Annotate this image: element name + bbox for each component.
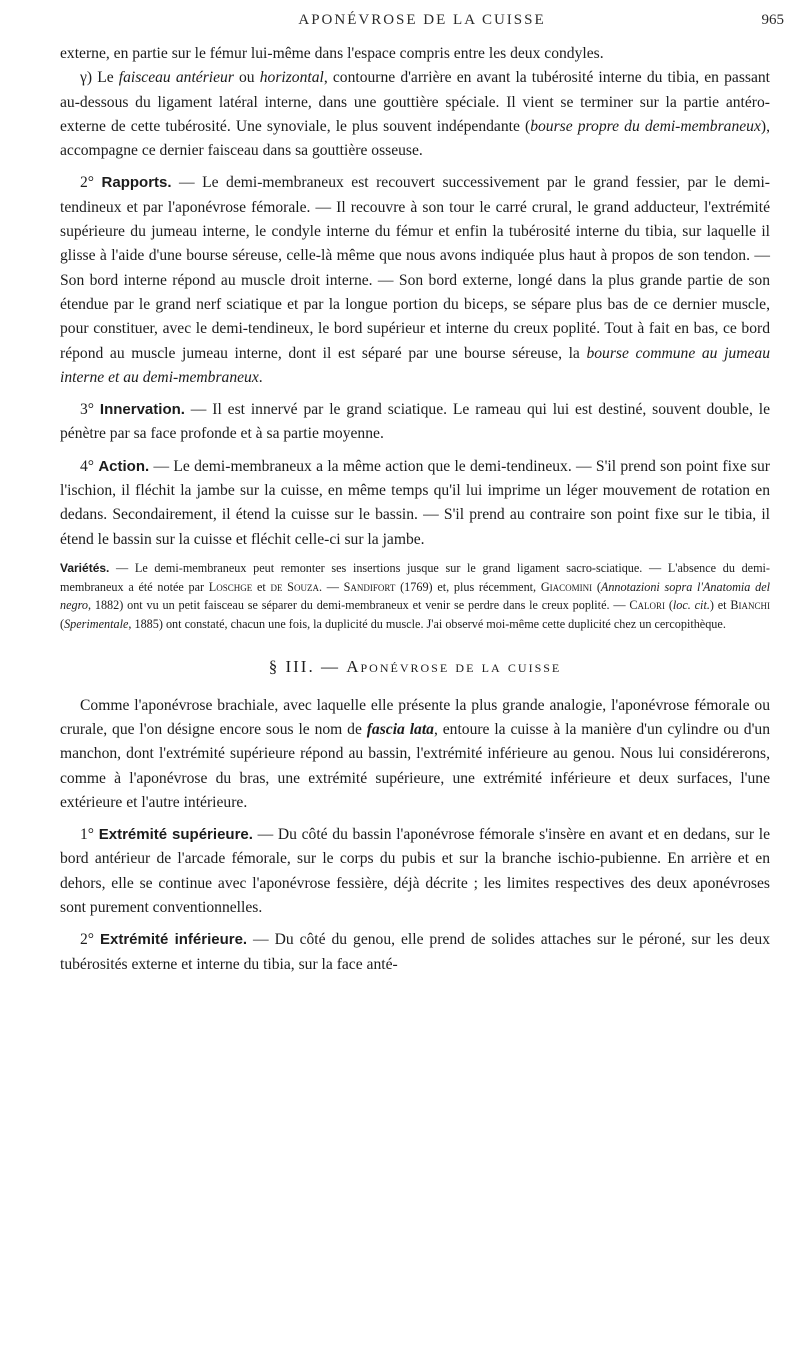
page-body [60, 42, 770, 977]
page-number: 965 [761, 12, 784, 28]
heading-action: Action. [98, 457, 150, 475]
paragraph-extremite-inferieure: 2° Extrémité inférieure. — Du côté du genou, elle prend de solides attaches sur le péroné, sur les deux tubérosités externe et interne du tibia, sur la face anté- [60, 931, 770, 973]
paragraph-innervation: 3° Innervation. — Il est innervé par le grand sciatique. Le rameau qui lui est destiné, souvent double, le pénètre par sa face profonde et à sa partie moyenne. [60, 401, 770, 443]
paragraph-faisceau-anterieur: γ) Le faisceau antérieur ou horizontal, contourne d'arrière en avant la tubérosité interne du tibia, en passant au-dessous du ligament latéral interne, dans une gouttière spéciale. Il vient se terminer sur la partie antéro-externe de cette tubérosité. Une synoviale, le plus souvent indépendante (bourse propre du demi-membraneux), accompagne ce dernier faisceau dans sa gouttière osseuse. [60, 69, 771, 160]
heading-extremite-inferieure: Extrémité inférieure. [100, 931, 248, 949]
paragraph-intro: Comme l'aponévrose brachiale, avec laquelle elle présente la plus grande analogie, l'aponévrose fémorale ou crurale, que l'on désigne encore sous le nom de fascia lata, entoure la cuisse à la manière d'un cylindre ou d'un manchon, dont l'extrémité supérieure répond au bassin, l'extrémité inférieure au genou. Nous lui considérerons, comme à l'aponévrose du bras, une extrémité supérieure, une extrémité inférieure et deux surfaces, l'une extérieure et l'autre intérieure. [60, 696, 771, 811]
section-heading: § III. — Aponévrose de la cuisse [268, 657, 562, 677]
heading-extremite-superieure: Extrémité supérieure. [98, 826, 253, 844]
running-header [60, 12, 784, 34]
heading-varietes: Variétés. [60, 560, 110, 575]
heading-innervation: Innervation. [99, 401, 185, 419]
paragraph-extremite-superieure: 1° Extrémité supérieure. — Du côté du bassin l'aponévrose fémorale s'insère en avant et en dedans, sur le bord antérieur de l'arcade fémorale, sur le corps du pubis et sur la branche ischio-pubienne. En arrière et en dehors, elle se continue avec l'aponévrose fessière, déjà décrite ; les limites respectives des deux aponévroses sont purement conventionnelles. [60, 826, 770, 916]
heading-rapports: Rapports. [101, 174, 172, 192]
paragraph-rapports: 2° Rapports. — Le demi-membraneux est recouvert successivement par le grand fessier, par le demi-tendineux et par l'aponévrose fémorale. — Il recouvre à son tour le carré crural, le grand adducteur, l'extrémité supérieure du jumeau interne, le condyle interne du fémur et enfin la tubérosité interne du tibia, sur laquelle il glisse à l'aide d'une bourse séreuse, celle-là même que nous avons indiquée plus haut à propos de son tendon. — Son bord interne répond au muscle droit interne. — Son bord externe, longé dans la plus grande partie de son étendue par le grand nerf sciatique et par la longue portion du biceps, se sépare plus bas de ce dernier muscle, pour constituer, avec le demi-tendineux, le bord supérieur et interne du creux poplité. Tout à fait en bas, ce bord répond au muscle jumeau interne, dont il est séparé par une bourse séreuse, la bourse commune au jumeau interne et au demi-membraneux. [60, 174, 770, 386]
running-title: APONÉVROSE DE LA CUISSE [298, 12, 546, 28]
paragraph-condyles: externe, en partie sur le fémur lui-même dans l'espace compris entre les deux condyles. [60, 45, 604, 62]
paragraph-varietes: Variétés. — Le demi-membraneux peut remonter ses insertions jusque sur le grand ligament sacro-sciatique. — L'absence du demi-membraneux a été notée par Loschge et de Souza. — Sandifort (1769) et, plus récemment, Giacomini (Annotazioni sopra l'Anatomia del negro, 1882) ont vu un petit faisceau se séparer du demi-membraneux et venir se perdre dans le creux poplité. — Calori (loc. cit.) et Bianchi (Sperimentale, 1885) ont constaté, chacun une fois, la duplicité du muscle. J'ai observé moi-même cette duplicité chez un cercopithèque. [60, 560, 770, 631]
paragraph-action: 4° Action. — Le demi-membraneux a la même action que le demi-tendineux. — S'il prend son point fixe sur l'ischion, il fléchit la jambe sur la cuisse, en même temps qu'il lui imprime un léger mouvement de rotation en dedans. Secondairement, il étend la cuisse sur le bassin. — S'il prend au contraire son point fixe sur le tibia, il étend le bassin sur la cuisse et fléchit celle-ci sur la jambe. [60, 457, 771, 548]
